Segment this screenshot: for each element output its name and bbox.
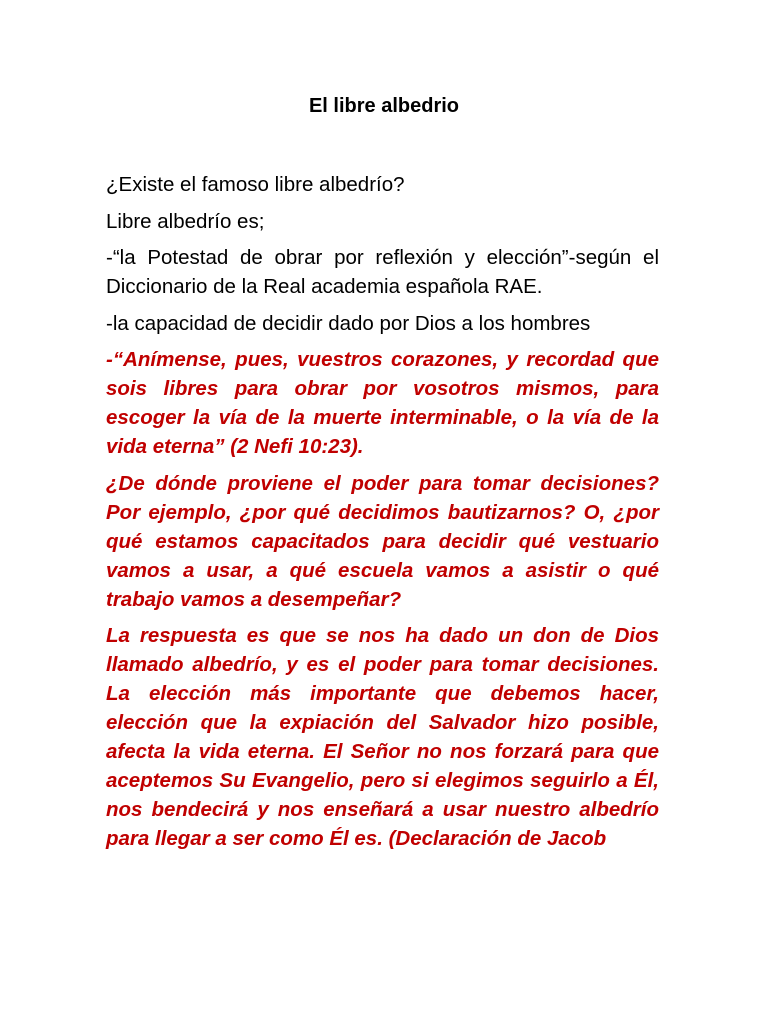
document-title: El libre albedrio — [308, 95, 460, 117]
paragraph-rae-definition: -“la Potestad de obrar por reflexión y elección”-según el Diccionario de la Real academia española RAE. — [106, 246, 659, 298]
paragraph-scripture-quote: -“Anímense, pues, vuestros corazones, y recordad que sois libres para obrar por vosotros mismos, para escoger la vía de la muerte interminable, o la vía de la vida eterna” (2 Nefi 10:23). — [106, 348, 659, 458]
paragraph-answer: La respuesta es que se nos ha dado un don de Dios llamado albedrío, y es el poder para tomar decisiones. La elección más importante que debemos hacer, elección que la expiación del Salvador hizo posible, afecta la vida eterna. El Señor no nos forzará para que aceptemos Su Evangelio, pero si elegimos seguirlo a Él, nos bendecirá y nos enseñará a usar nuestro albedrío para llegar a ser como Él es. (Declaración de Jacob — [106, 624, 659, 850]
document-body — [106, 170, 659, 853]
paragraph-definition-intro: Libre albedrío es; — [106, 209, 265, 233]
paragraph-god-given-capacity: -la capacidad de decidir dado por Dios a los hombres — [106, 311, 591, 335]
paragraph-decision-questions: ¿De dónde proviene el poder para tomar decisiones? Por ejemplo, ¿por qué decidimos bautizarnos? O, ¿por qué estamos capacitados para decidir qué vestuario vamos a usar, a qué escuela vamos a asistir o qué trabajo vamos a desempeñar? — [106, 471, 659, 611]
paragraph-question: ¿Existe el famoso libre albedrío? — [106, 173, 405, 196]
